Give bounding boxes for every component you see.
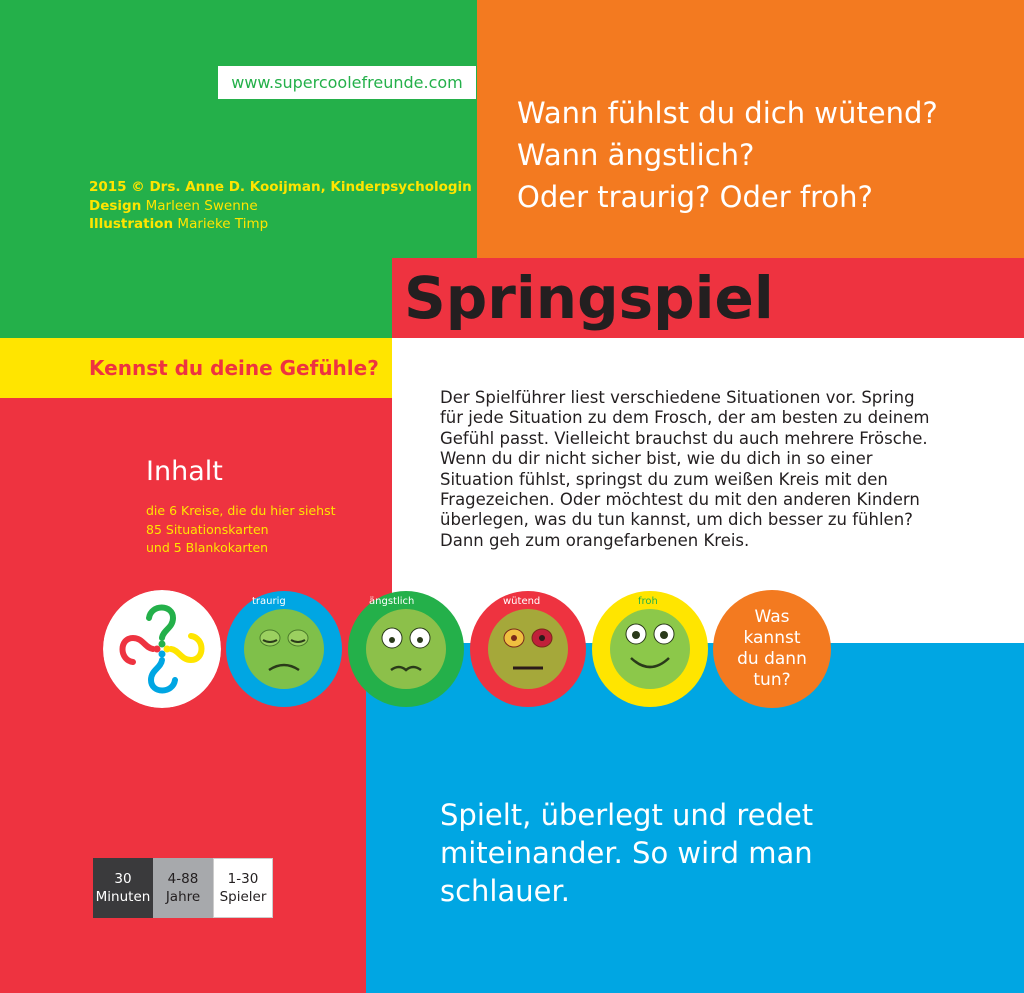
game-title: Springspiel bbox=[404, 264, 774, 332]
happy-circle-label: froh bbox=[638, 596, 658, 607]
orange-circle-line: du dann bbox=[737, 649, 807, 669]
question-line: Oder traurig? Oder froh? bbox=[517, 180, 873, 214]
sad-circle-label: traurig bbox=[252, 596, 286, 607]
credits-illustration-name: Marieke Timp bbox=[173, 216, 269, 232]
contents-item: 85 Situationskarten bbox=[146, 521, 269, 537]
scared-circle-label: ängstlich bbox=[369, 596, 415, 607]
stat-value: 4-88 bbox=[167, 871, 199, 887]
question-line: Wann fühlst du dich wütend? bbox=[517, 96, 938, 130]
orange-circle-line: tun? bbox=[753, 670, 791, 690]
what-can-you-do-circle bbox=[713, 590, 831, 708]
stat-value: 30 bbox=[114, 871, 132, 887]
feelings-questions bbox=[517, 92, 938, 218]
credits bbox=[89, 178, 472, 234]
stat-unit: Jahre bbox=[165, 889, 201, 905]
emotion-circles bbox=[103, 590, 807, 710]
question-line: Wann ängstlich? bbox=[517, 138, 755, 172]
angry-frog-circle bbox=[469, 590, 587, 708]
contents-item: und 5 Blankokarten bbox=[146, 540, 269, 555]
contents-heading: Inhalt bbox=[146, 456, 223, 487]
stat-age bbox=[153, 858, 213, 918]
game-description: Der Spielführer liest verschiedene Situationen vor. Spring für jede Situation zu dem Frosch, der am besten zu deinem Gefühl passt. Vielleicht brauchst du auch mehrere Frösche. Wenn du dir nicht sicher bist, wie du dich in so einer Situation fühlst, springst du zum weißen Kreis mit den Fragezeichen. Oder möchtest du mit den anderen Kindern überlegen, was du tun kannst, um dich besser zu fühlen? Dann geh zum orangefarbenen Kreis. bbox=[440, 388, 930, 550]
credits-design-label: Design bbox=[89, 197, 142, 214]
game-subtitle: Kennst du deine Gefühle? bbox=[89, 356, 379, 380]
website-url[interactable]: www.supercoolefreunde.com bbox=[218, 66, 476, 99]
credits-illustration-label: Illustration bbox=[89, 216, 174, 232]
contents-list bbox=[146, 502, 335, 558]
game-stats bbox=[93, 858, 273, 918]
credits-author: 2015 © Drs. Anne D. Kooijman, Kinderpsychologin bbox=[89, 179, 472, 195]
stat-players bbox=[213, 858, 273, 918]
sad-frog-circle bbox=[225, 590, 343, 708]
credits-design-name: Marleen Swenne bbox=[141, 197, 258, 214]
stat-unit: Minuten bbox=[95, 889, 151, 905]
orange-circle-line: kannst bbox=[743, 628, 801, 648]
orange-circle-line: Was bbox=[754, 607, 790, 627]
stat-duration bbox=[93, 858, 153, 918]
happy-frog-circle bbox=[591, 590, 709, 708]
stat-value: 1-30 bbox=[227, 871, 259, 887]
scared-frog-circle bbox=[347, 590, 465, 708]
stat-unit: Spieler bbox=[219, 889, 267, 905]
slogan: Spielt, überlegt und redet miteinander. So wird man schlauer. bbox=[440, 798, 814, 908]
contents-item: die 6 Kreise, die du hier siehst bbox=[146, 503, 336, 518]
question-mark-circle bbox=[103, 590, 221, 708]
angry-circle-label: wütend bbox=[503, 596, 541, 607]
